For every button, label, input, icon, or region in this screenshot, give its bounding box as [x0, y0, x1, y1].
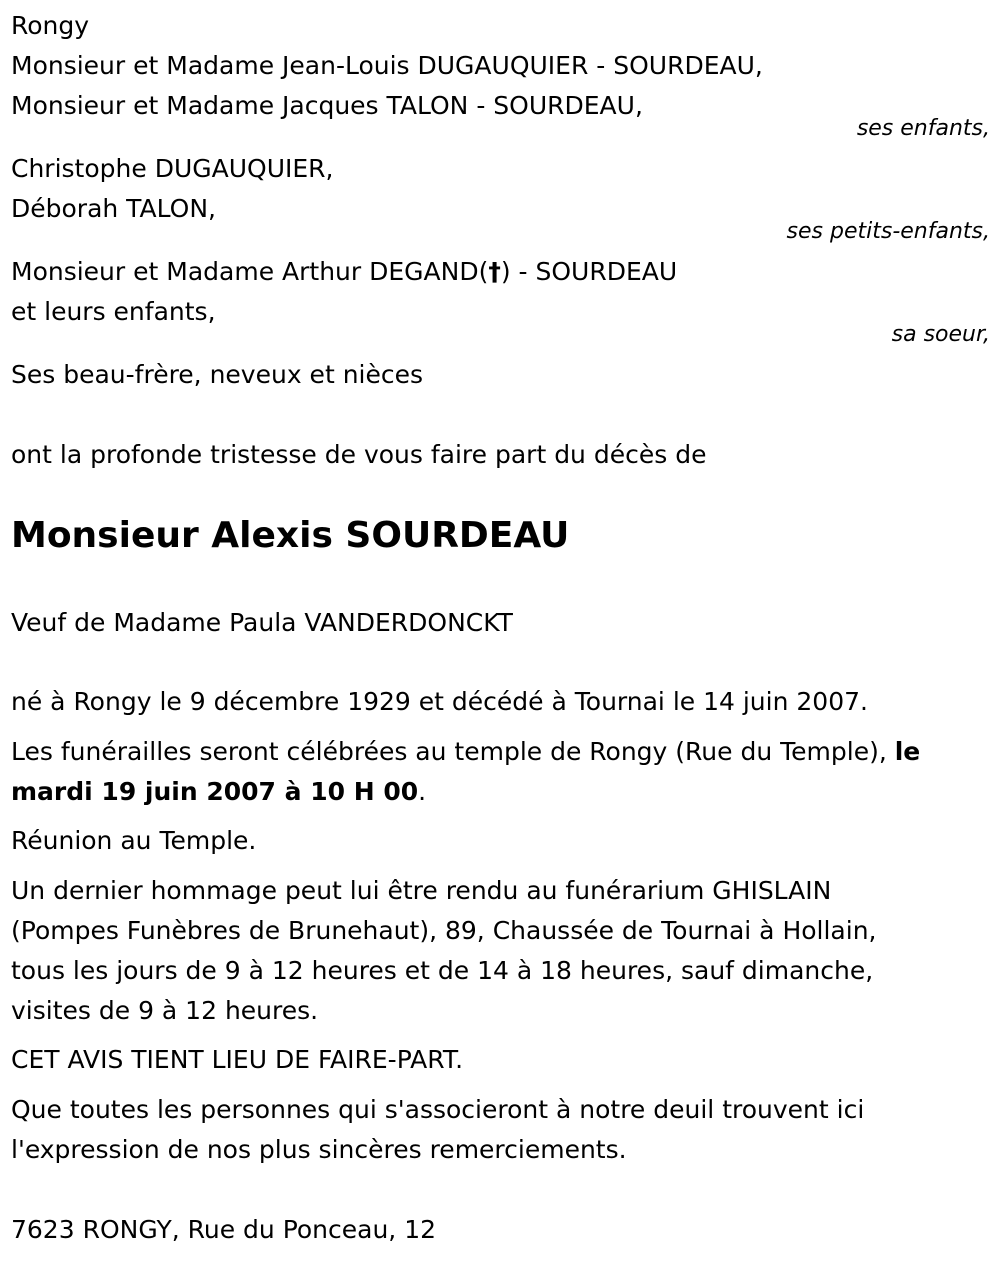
sister-name-before: Monsieur et Madame Arthur DEGAND( — [11, 257, 489, 286]
funeral-date: le mardi 19 juin 2007 à 10 H 00 — [11, 737, 921, 806]
funeral-end: . — [418, 777, 427, 806]
grandchild-line-1: Christophe DUGAUQUIER, — [11, 154, 334, 183]
sister-role: sa soeur, — [891, 322, 990, 347]
grandchildren-role: ses petits-enfants, — [786, 219, 990, 244]
deceased-name: Monsieur Alexis SOURDEAU — [11, 515, 570, 556]
homage-line-4: visites de 9 à 12 heures. — [11, 996, 319, 1025]
sister-name-after: ) - SOURDEAU — [500, 257, 678, 286]
thanks-line-1: Que toutes les personnes qui s'associeront à notre deuil trouvent ici — [11, 1095, 865, 1124]
birth-death: né à Rongy le 9 décembre 1929 et décédé à Tournai le 14 juin 2007. — [11, 687, 868, 716]
child-line-1: Monsieur et Madame Jean-Louis DUGAUQUIER - SOURDEAU, — [11, 51, 763, 80]
child-line-2: Monsieur et Madame Jacques TALON - SOURDEAU, — [11, 91, 643, 120]
children-role: ses enfants, — [856, 116, 990, 141]
sister-line-2: et leurs enfants, — [11, 297, 216, 326]
homage-line-2: (Pompes Funèbres de Brunehaut), 89, Chaussée de Tournai à Hollain, — [11, 916, 877, 945]
reunion: Réunion au Temple. — [11, 826, 257, 855]
homage-line-3: tous les jours de 9 à 12 heures et de 14 à 18 heures, sauf dimanche, — [11, 956, 874, 985]
other-relatives: Ses beau-frère, neveux et nièces — [11, 360, 424, 389]
homage-line-1: Un dernier hommage peut lui être rendu au funérarium GHISLAIN — [11, 876, 832, 905]
place-header: Rongy — [11, 11, 90, 40]
grandchild-line-2: Déborah TALON, — [11, 194, 216, 223]
thanks-line-2: l'expression de nos plus sincères remerciements. — [11, 1135, 627, 1164]
widower-of: Veuf de Madame Paula VANDERDONCKT — [11, 608, 513, 637]
notice: CET AVIS TIENT LIEU DE FAIRE-PART. — [11, 1045, 464, 1074]
sister-line-1 — [11, 252, 990, 292]
cross-icon: † — [488, 257, 501, 286]
funeral-text: Les funérailles seront célébrées au temple de Rongy (Rue du Temple), — [11, 737, 895, 766]
address: 7623 RONGY, Rue du Ponceau, 12 — [11, 1215, 437, 1244]
announcement: ont la profonde tristesse de vous faire part du décès de — [11, 440, 707, 469]
funeral-info — [11, 732, 990, 812]
